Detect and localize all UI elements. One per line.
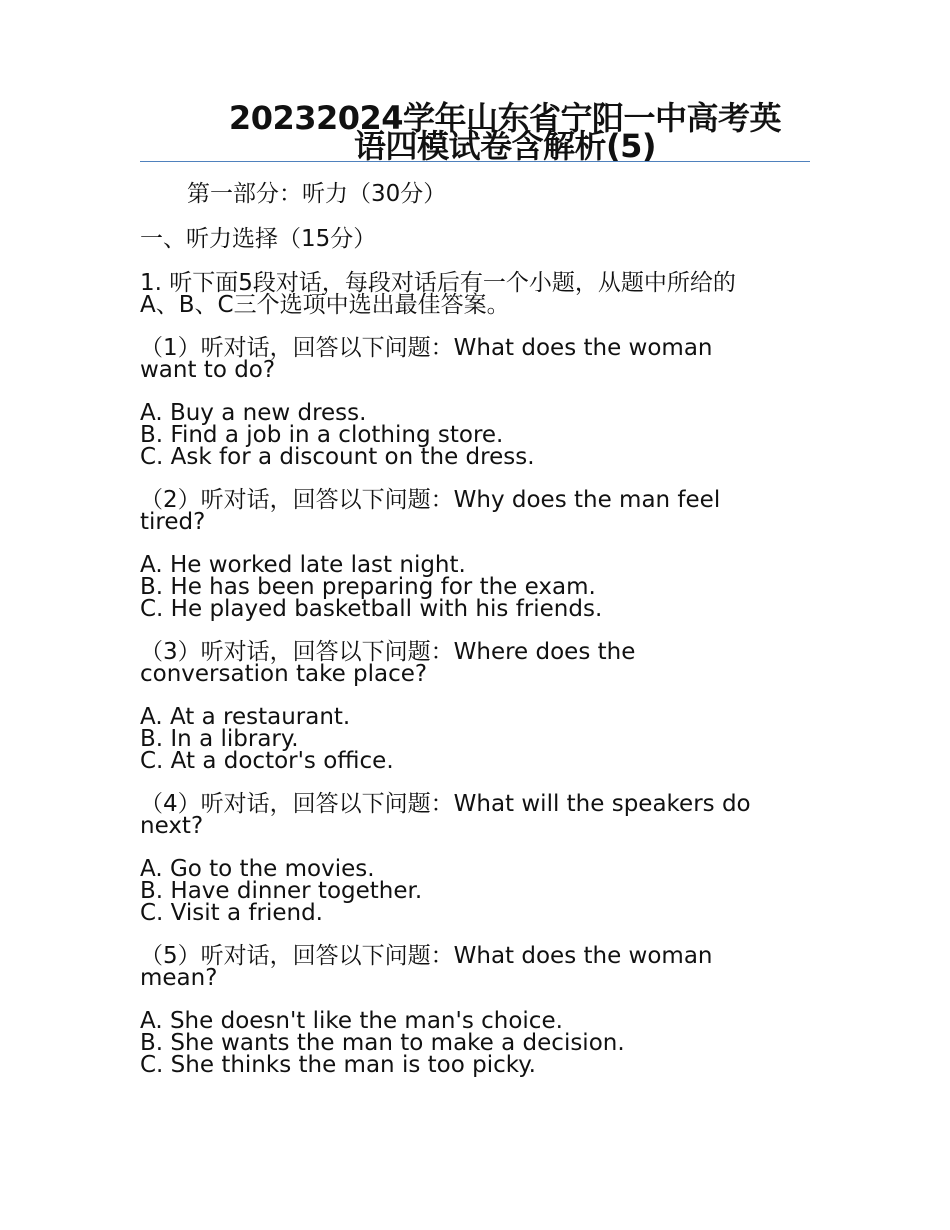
section-heading: 一、听力选择（15分） (140, 226, 377, 252)
question-prompt: （5）听对话，回答以下问题：What does the woman (140, 943, 713, 969)
question-prompt: （1）听对话，回答以下问题：What does the woman (140, 335, 713, 361)
question-prompt: （3）听对话，回答以下问题：Where does the (140, 639, 636, 665)
option-a: A. Buy a new dress. (140, 400, 367, 426)
option-a: A. She doesn't like the man's choice. (140, 1008, 563, 1034)
title-line-2: 语四模试卷含解析(5) (353, 127, 657, 165)
part-heading: 第一部分：听力（30分） (187, 181, 447, 207)
option-c: C. At a doctor's office. (140, 748, 394, 774)
question-prompt-cont: want to do? (140, 357, 276, 383)
question-prompt-cont: conversation take place? (140, 661, 428, 687)
title-line-1: 20232024学年山东省宁阳一中高考英 (228, 99, 782, 137)
title-underline (140, 161, 810, 162)
option-b: B. She wants the man to make a decision. (140, 1030, 625, 1056)
option-b: B. Find a job in a clothing store. (140, 422, 504, 448)
option-a: A. At a restaurant. (140, 704, 351, 730)
option-c: C. He played basketball with his friends. (140, 596, 603, 622)
option-a: A. He worked late last night. (140, 552, 466, 578)
option-c: C. Visit a friend. (140, 900, 323, 926)
question-prompt: （2）听对话，回答以下问题：Why does the man feel (140, 487, 721, 513)
question-5 (140, 945, 800, 989)
option-b: B. He has been preparing for the exam. (140, 574, 596, 600)
question-3 (140, 641, 800, 685)
question-prompt-cont: next? (140, 813, 204, 839)
question-prompt: （4）听对话，回答以下问题：What will the speakers do (140, 791, 751, 817)
question-prompt-cont: mean? (140, 965, 218, 991)
option-c: C. Ask for a discount on the dress. (140, 444, 535, 470)
question-4 (140, 793, 800, 837)
question-2 (140, 489, 800, 533)
option-c: C. She thinks the man is too picky. (140, 1052, 536, 1078)
option-a: A. Go to the movies. (140, 856, 375, 882)
option-b: B. In a library. (140, 726, 299, 752)
instruction-line-1: 1. 听下面5段对话，每段对话后有一个小题，从题中所给的 (140, 270, 736, 296)
document-title (140, 99, 810, 165)
question-prompt-cont: tired? (140, 509, 206, 535)
question-1 (140, 337, 800, 381)
option-b: B. Have dinner together. (140, 878, 423, 904)
instruction-line-2: A、B、C三个选项中选出最佳答案。 (140, 292, 510, 318)
